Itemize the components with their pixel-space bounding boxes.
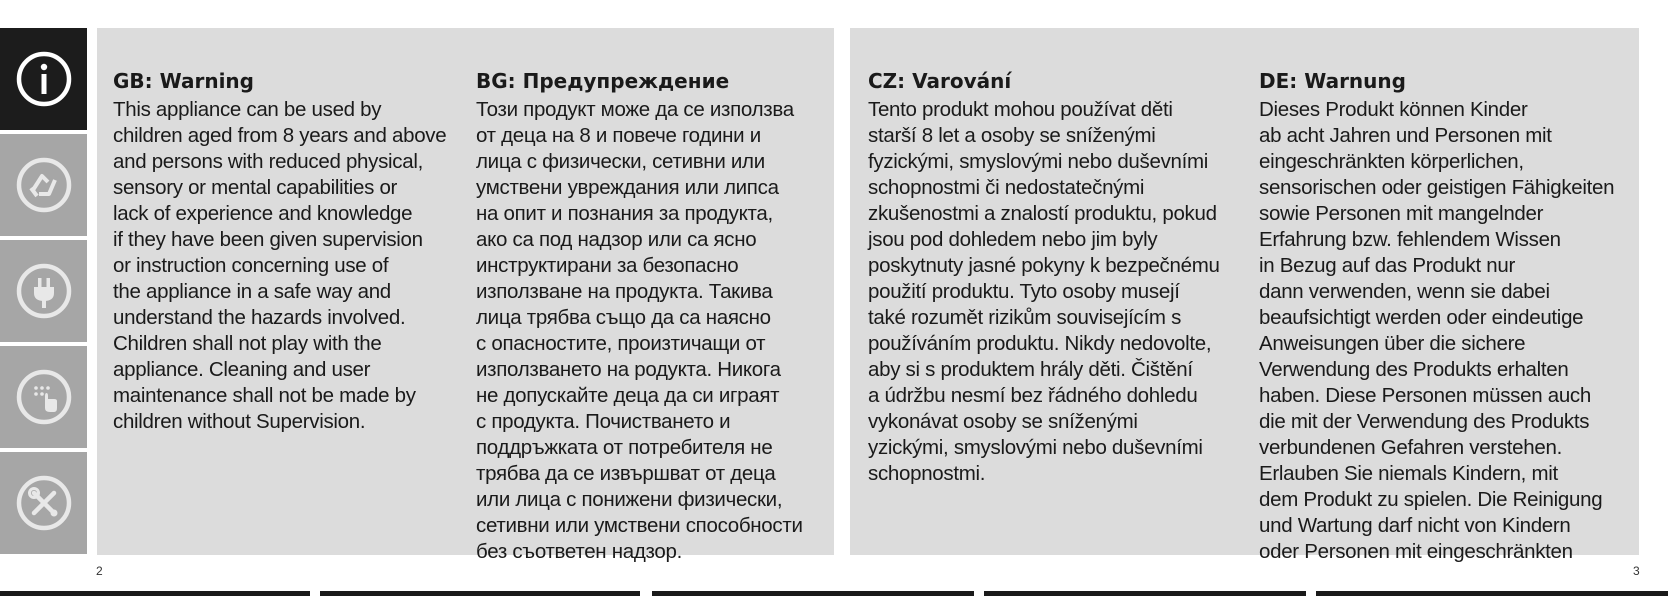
touch-icon <box>15 368 73 426</box>
tab-operation[interactable] <box>0 346 87 448</box>
section-body: This appliance can be used by children aged from 8 years and above and persons with reduced physical, sensory or mental capabilities or lack of experience and knowledge if they have been given supervision or instruction concerning use of the appliance in a safe way and understand the hazards involved. Children shall not play with the appliance. Cleaning and user maintenance shall not be made by children without Supervision. <box>113 98 447 433</box>
tools-icon <box>15 474 73 532</box>
tab-info[interactable] <box>0 28 87 130</box>
section-heading: DE: Warnung <box>1259 69 1406 93</box>
crop-mark <box>652 591 974 596</box>
right-page-panel <box>850 28 1639 563</box>
crop-mark <box>0 591 310 596</box>
warning-section-gb <box>113 68 463 435</box>
section-heading: CZ: Varování <box>868 69 1012 93</box>
section-body: Този продукт може да се използва от деца на 8 и повече години и лица с физически, сетивни или умствени увреждания или липса на опит и познания за продукта, ако са под надзор или са ясно инструктирани за безопасно използване на продукта. Такива лица трябва също да са наясно с опасностите, произтичащи от използването на родукта. Никога не допускайте деца да си играят с продукта. Почистването и поддръжката от потребителя не трябва да се извършват от деца или лица с понижени физически, сетивни или умствени способности без съответен надзор. <box>476 98 803 563</box>
recycle-icon <box>15 156 73 214</box>
section-heading: BG: Предупреждение <box>476 69 730 93</box>
crop-mark <box>984 591 1306 596</box>
crop-mark <box>1316 591 1668 596</box>
crop-marks <box>0 591 1668 596</box>
warning-section-bg <box>476 68 826 565</box>
page-number-right: 3 <box>1633 564 1640 578</box>
left-page-panel <box>97 28 834 563</box>
page-number-left: 2 <box>96 564 103 578</box>
info-icon <box>15 50 73 108</box>
warning-section-de <box>1259 68 1634 565</box>
crop-mark <box>320 591 640 596</box>
warning-section-cz <box>868 68 1240 487</box>
tab-maintenance[interactable] <box>0 452 87 554</box>
tab-electrical[interactable] <box>0 240 87 342</box>
tab-recycling[interactable] <box>0 134 87 236</box>
section-heading: GB: Warning <box>113 69 254 93</box>
section-body: Tento produkt mohou používat děti starší 8 let a osoby se sníženými fyzickými, smyslovými nebo duševními schopnostmi či nedostatečnými zkušenostmi a znalostí produktu, pokud jsou pod dohledem nebo jim byly poskytnuty jasné pokyny k bezpečnému použití produktu. Tyto osoby musejí také rozumět rizikům souvisejícím s používáním produktu. Nikdy nedovolte, aby si s produktem hrály děti. Čištění a údržbu nesmí bez řádného dohledu vykonávat osoby se sníženými yzickými, smyslovými nebo duševními schopnostmi. <box>868 98 1220 485</box>
plug-icon <box>15 262 73 320</box>
section-body: Dieses Produkt können Kinder ab acht Jahren und Personen mit eingeschränkten körperlichen, sensorischen oder geistigen Fähigkeiten sowie Personen mit mangelnder Erfahrung bzw. fehlendem Wissen in Bezug auf das Produkt nur dann verwenden, wenn sie dabei beaufsichtigt werden oder eindeutige Anweisungen über die sichere Verwendung des Produkts erhalten haben. Diese Personen müssen auch die mit der Verwendung des Produkts verbundenen Gefahren verstehen. Erlauben Sie niemals Kindern, mit dem Produkt zu spielen. Die Reinigung und Wartung darf nicht von Kindern oder Personen mit eingeschränkten <box>1259 98 1615 563</box>
